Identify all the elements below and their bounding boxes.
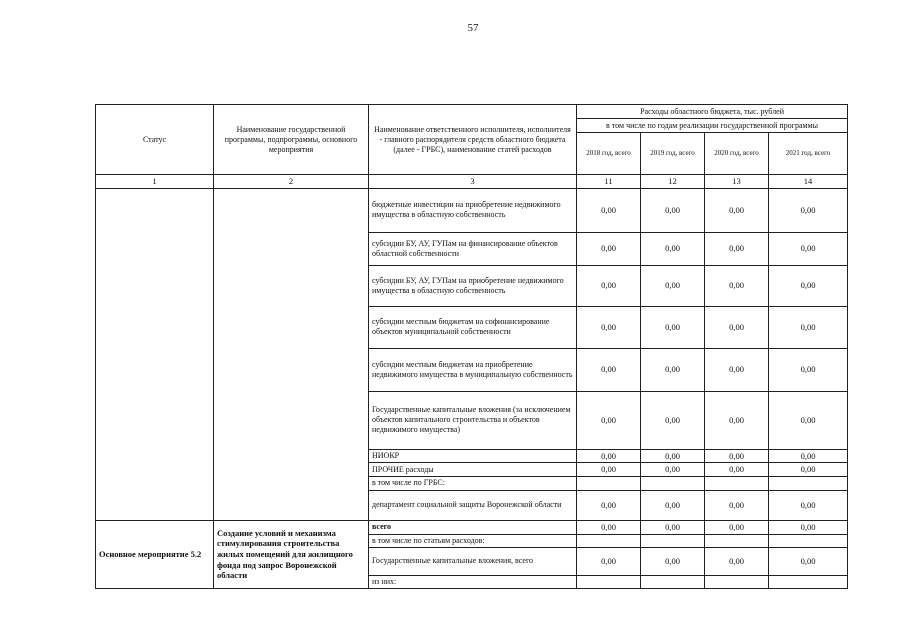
column-number: 11 bbox=[577, 175, 641, 189]
value-2018: 0,00 bbox=[577, 520, 641, 534]
value-2018: 0,00 bbox=[577, 463, 641, 477]
value-2020: 0,00 bbox=[705, 463, 769, 477]
value-2019: 0,00 bbox=[641, 449, 705, 463]
value-2019: 0,00 bbox=[641, 520, 705, 534]
value-2019: 0,00 bbox=[641, 306, 705, 348]
value-2018: 0,00 bbox=[577, 232, 641, 265]
value-2019: 0,00 bbox=[641, 188, 705, 232]
column-number: 14 bbox=[769, 175, 848, 189]
value-2019 bbox=[641, 575, 705, 588]
budget-table bbox=[95, 104, 848, 589]
row-label: бюджетные инвестиции на приобретение недвижимого имущества в областную собственность bbox=[369, 188, 577, 232]
row-label: ПРОЧИЕ расходы bbox=[369, 463, 577, 477]
value-2019: 0,00 bbox=[641, 348, 705, 391]
value-2021 bbox=[769, 476, 848, 490]
row-label: субсидии БУ, АУ, ГУПам на финансирование объектов областной собственности bbox=[369, 232, 577, 265]
row-label: Государственные капитальные вложения (за исключением объектов капитального строительства и объектов недвижимого имущества) bbox=[369, 391, 577, 449]
value-2020: 0,00 bbox=[705, 449, 769, 463]
value-2018 bbox=[577, 534, 641, 547]
value-2019: 0,00 bbox=[641, 265, 705, 306]
value-2020: 0,00 bbox=[705, 520, 769, 534]
value-2018: 0,00 bbox=[577, 348, 641, 391]
value-2021: 0,00 bbox=[769, 306, 848, 348]
table-row bbox=[96, 520, 848, 534]
value-2021 bbox=[769, 575, 848, 588]
value-2018: 0,00 bbox=[577, 449, 641, 463]
value-2021: 0,00 bbox=[769, 265, 848, 306]
value-2021: 0,00 bbox=[769, 348, 848, 391]
page-number: 57 bbox=[467, 22, 479, 34]
value-2020: 0,00 bbox=[705, 391, 769, 449]
value-2021: 0,00 bbox=[769, 463, 848, 477]
value-2019: 0,00 bbox=[641, 391, 705, 449]
value-2018: 0,00 bbox=[577, 391, 641, 449]
value-2018: 0,00 bbox=[577, 265, 641, 306]
value-2020 bbox=[705, 476, 769, 490]
name-cell-empty bbox=[214, 188, 369, 520]
section2-status: Основное мероприятие 5.2 bbox=[96, 520, 214, 588]
value-2019 bbox=[641, 476, 705, 490]
value-2018: 0,00 bbox=[577, 188, 641, 232]
row-label: НИОКР bbox=[369, 449, 577, 463]
value-2019: 0,00 bbox=[641, 547, 705, 575]
row-label: Государственные капитальные вложения, всего bbox=[369, 547, 577, 575]
row-label: в том числе по ГРБС: bbox=[369, 476, 577, 490]
row-label: субсидии местным бюджетам на приобретение недвижимого имущества в муниципальную собственность bbox=[369, 348, 577, 391]
row-label: департамент социальной защиты Воронежской области bbox=[369, 490, 577, 520]
value-2020: 0,00 bbox=[705, 265, 769, 306]
row-label: в том числе по статьям расходов: bbox=[369, 534, 577, 547]
column-number: 12 bbox=[641, 175, 705, 189]
value-2020: 0,00 bbox=[705, 306, 769, 348]
header-year-2019: 2019 год, всего bbox=[641, 133, 705, 175]
value-2018 bbox=[577, 575, 641, 588]
value-2021: 0,00 bbox=[769, 391, 848, 449]
value-2021: 0,00 bbox=[769, 232, 848, 265]
value-2018: 0,00 bbox=[577, 490, 641, 520]
value-2019 bbox=[641, 534, 705, 547]
value-2020: 0,00 bbox=[705, 188, 769, 232]
value-2018: 0,00 bbox=[577, 306, 641, 348]
column-number: 3 bbox=[369, 175, 577, 189]
header-executor: Наименование ответственного исполнителя, исполнителя - главного распорядителя средств областного бюджета (далее - ГРБС), наименование статей расходов bbox=[369, 105, 577, 175]
value-2020: 0,00 bbox=[705, 232, 769, 265]
header-year-2021: 2021 год, всего bbox=[769, 133, 848, 175]
header-status: Статус bbox=[96, 105, 214, 175]
value-2021: 0,00 bbox=[769, 490, 848, 520]
value-2019: 0,00 bbox=[641, 232, 705, 265]
value-2019: 0,00 bbox=[641, 490, 705, 520]
value-2020: 0,00 bbox=[705, 490, 769, 520]
row-label: всего bbox=[369, 520, 577, 534]
value-2019: 0,00 bbox=[641, 463, 705, 477]
column-number: 1 bbox=[96, 175, 214, 189]
value-2018: 0,00 bbox=[577, 547, 641, 575]
value-2020 bbox=[705, 534, 769, 547]
value-2020: 0,00 bbox=[705, 547, 769, 575]
header-year-2020: 2020 год, всего bbox=[705, 133, 769, 175]
value-2018 bbox=[577, 476, 641, 490]
value-2021 bbox=[769, 534, 848, 547]
section2-name: Создание условий и механизма стимулирования строительства жилых помещений для жилищного фонда под запрос Воронежской области bbox=[214, 520, 369, 588]
value-2021: 0,00 bbox=[769, 520, 848, 534]
value-2021: 0,00 bbox=[769, 547, 848, 575]
row-label: субсидии БУ, АУ, ГУПам на приобретение недвижимого имущества в областную собственность bbox=[369, 265, 577, 306]
row-label: из них: bbox=[369, 575, 577, 588]
row-label: субсидии местным бюджетам на софинансирование объектов муниципальной собственности bbox=[369, 306, 577, 348]
value-2020 bbox=[705, 575, 769, 588]
value-2021: 0,00 bbox=[769, 449, 848, 463]
header-program-name: Наименование государственной программы, подпрограммы, основного мероприятия bbox=[214, 105, 369, 175]
column-number: 2 bbox=[214, 175, 369, 189]
header-by-years: в том числе по годам реализации государственной программы bbox=[577, 119, 848, 133]
column-number: 13 bbox=[705, 175, 769, 189]
table-row bbox=[96, 188, 848, 232]
header-expenses: Расходы областного бюджета, тыс. рублей bbox=[577, 105, 848, 119]
status-cell-empty bbox=[96, 188, 214, 520]
value-2021: 0,00 bbox=[769, 188, 848, 232]
header-year-2018: 2018 год, всего bbox=[577, 133, 641, 175]
value-2020: 0,00 bbox=[705, 348, 769, 391]
